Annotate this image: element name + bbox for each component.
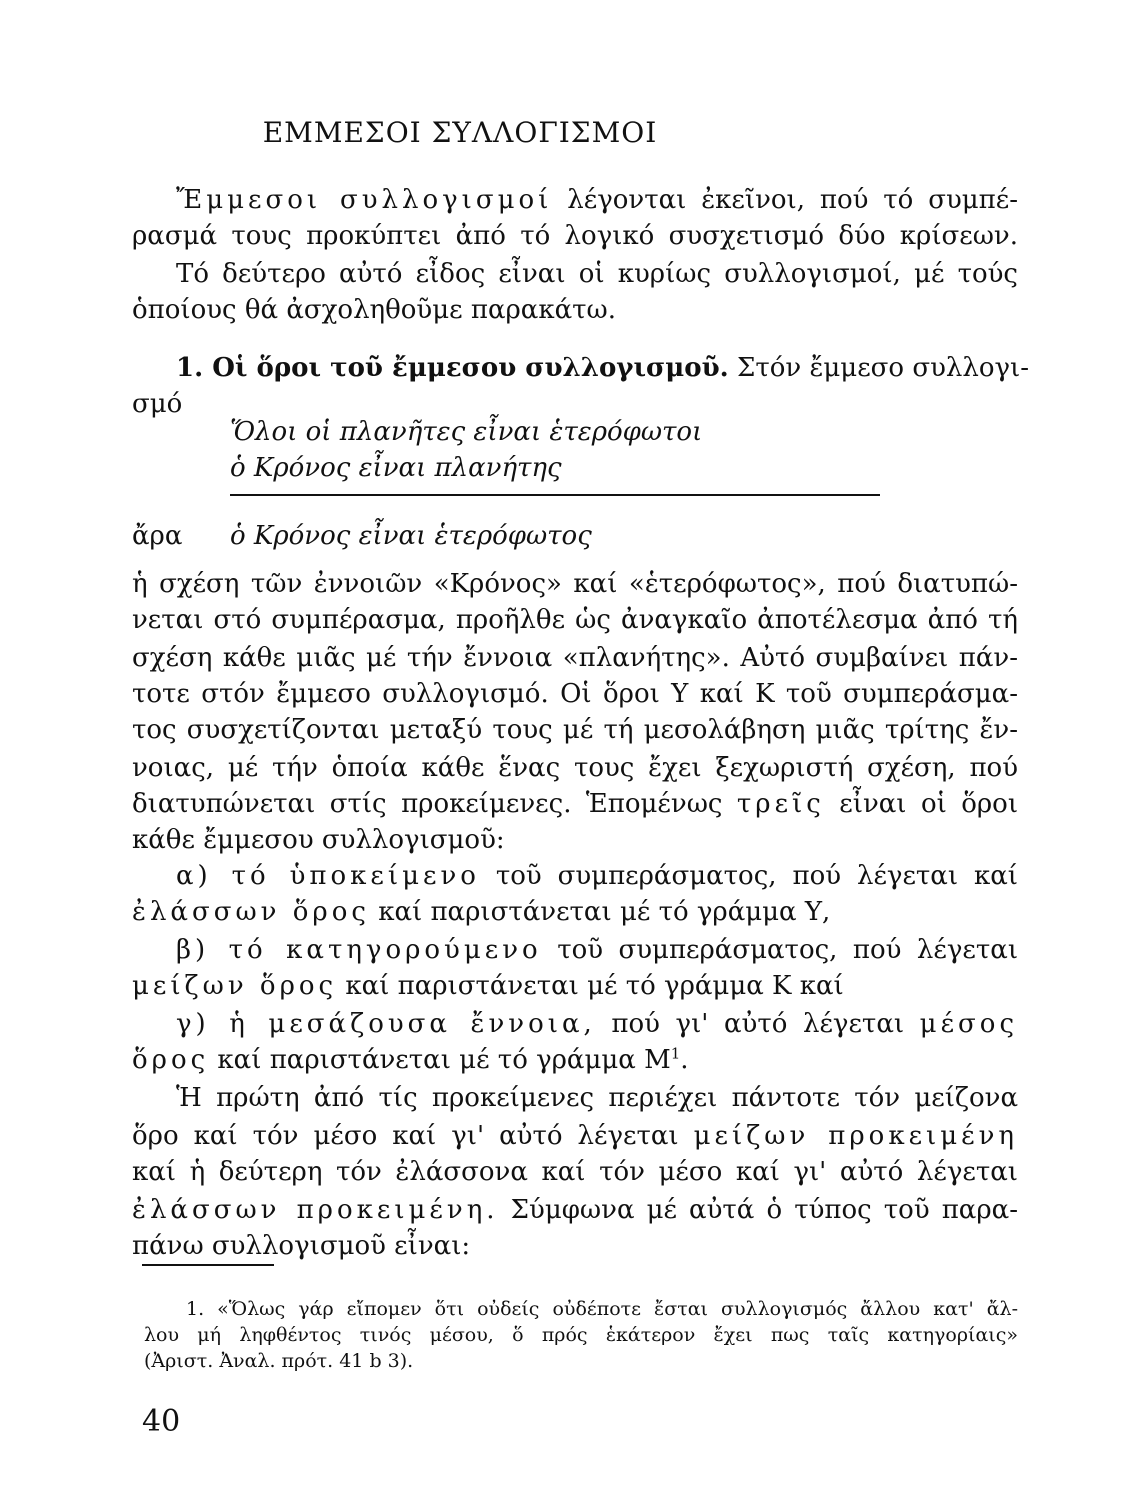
item-c-end: καί παριστάνεται μέ τό γράμμα Μ bbox=[217, 1045, 671, 1075]
para2-line-4: τοτε στόν ἔμμεσο συλλογισμό. Οἱ ὅροι Υ καί Κ τοῦ συμπεράσμα- bbox=[132, 679, 1018, 709]
para3-line-4-rest: Σύμφωνα μέ αὐτά ὁ τύπος τοῦ παρα- bbox=[510, 1195, 1018, 1225]
intro-line-1 bbox=[176, 182, 1018, 218]
para3-line-3: καί ἡ δεύτερη τόν ἐλάσσονα καί τόν μέσο καί γι' αὐτό λέγεται bbox=[132, 1157, 1018, 1187]
para3-term-major: μείζων προκειμένη bbox=[693, 1121, 1018, 1151]
item-c-period: . bbox=[680, 1045, 689, 1075]
footnote-divider bbox=[142, 1264, 274, 1266]
item-a-end: καί παριστάνεται μέ τό γράμμα Υ, bbox=[378, 897, 831, 927]
para3-line-1: Ἡ πρώτη ἀπό τίς προκείμενες περιέχει πάντοτε τόν μείζονα bbox=[176, 1083, 1018, 1113]
item-c-line-1 bbox=[176, 1006, 1018, 1042]
item-b-line-1 bbox=[176, 932, 1018, 968]
intro-term: Ἔμμεσοι συλλογισμοί bbox=[176, 185, 553, 215]
para2-line-8: κάθε ἔμμεσου συλλογισμοῦ: bbox=[132, 825, 505, 855]
item-a-line-2 bbox=[132, 894, 1018, 930]
section-1-title: 1. Οἱ ὅροι τοῦ ἔμμεσου συλλογισμοῦ. bbox=[176, 353, 729, 383]
syllogism-therefore: ἄρα bbox=[132, 521, 183, 551]
item-b-end: καί παριστάνεται μέ τό γράμμα Κ καί bbox=[345, 971, 844, 1001]
chapter-heading: ΕΜΜΕΣΟΙ ΣΥΛΛΟΓΙΣΜΟΙ bbox=[262, 116, 658, 149]
item-a-line-1 bbox=[176, 858, 1018, 894]
intro-line-1-rest: λέγονται ἐκεῖνοι, πού τό συμπέ- bbox=[567, 185, 1019, 215]
footnote-line-2: λου μή ληφθέντος τινός μέσου, ὅ πρός ἑκάτερον ἔχει πως ταῖς κατηγορίαις» bbox=[144, 1324, 1018, 1346]
para2-line-7-after: εἶναι οἱ ὅροι bbox=[839, 789, 1019, 819]
para2-line-5: τος συσχετίζονται μεταξύ τους μέ τή μεσολάβηση μιᾶς τρίτης ἔν- bbox=[132, 715, 1018, 745]
syllogism-premise-2: ὁ Κρόνος εἶναι πλανήτης bbox=[230, 453, 562, 483]
item-a-term: ἐλάσσων ὅρος bbox=[132, 897, 370, 927]
para2-line-1: ἡ σχέση τῶν ἐννοιῶν «Κρόνος» καί «ἑτερόφωτος», πού διατυπώ- bbox=[132, 569, 1018, 599]
para2-line-7-before: διατυπώνεται στίς προκείμενες. Ἑπομένως bbox=[132, 789, 723, 819]
para2-line-2: νεται στό συμπέρασμα, προῆλθε ὡς ἀναγκαῖο ἀποτέλεσμα ἀπό τή bbox=[132, 605, 1018, 635]
item-c-line-2 bbox=[132, 1042, 1018, 1078]
para3-line-2-start: ὅρο καί τόν μέσο καί γι' αὐτό λέγεται bbox=[132, 1121, 679, 1151]
para2-line-6: νοιας, μέ τήν ὁποία κάθε ἕνας τους ἔχει ξεχωριστή σχέση, πού bbox=[132, 753, 1018, 783]
syllogism-premise-1: Ὅλοι οἱ πλανῆτες εἶναι ἑτερόφωτοι bbox=[230, 417, 703, 447]
item-c-label: γ) ἡ μεσάζουσα ἔννοια, bbox=[176, 1009, 596, 1039]
section-1-continuation: σμό bbox=[132, 389, 183, 419]
para3-line-4 bbox=[132, 1192, 1018, 1228]
item-b-rest: τοῦ συμπεράσματος, πού λέγεται bbox=[557, 935, 1019, 965]
item-c-term-1: μέσος bbox=[919, 1009, 1019, 1039]
section-1-title-rest: Στόν ἔμμεσο συλλογι- bbox=[736, 353, 1030, 383]
item-c-mid: πού γι' αὐτό λέγεται bbox=[611, 1009, 905, 1039]
footnote-marker: 1 bbox=[670, 1044, 681, 1063]
para3-term-minor: ἐλάσσων προκειμένη. bbox=[132, 1195, 499, 1225]
item-b-label: β) τό κατηγορούμενο bbox=[176, 935, 542, 965]
syllogism-divider bbox=[230, 494, 880, 496]
item-a-rest: τοῦ συμπεράσματος, πού λέγεται καί bbox=[495, 861, 1018, 891]
item-a-label: α) τό ὑποκείμενο bbox=[176, 861, 480, 891]
syllogism-conclusion: ὁ Κρόνος εἶναι ἑτερόφωτος bbox=[230, 521, 592, 551]
footnote-line-1: 1. «Ὅλως γάρ εἴπομεν ὅτι οὐδείς οὐδέποτε ἔσται συλλογισμός ἄλλου κατ' ἄλ- bbox=[186, 1298, 1018, 1320]
para3-line-2 bbox=[132, 1118, 1018, 1154]
item-b-term: μείζων ὅρος bbox=[132, 971, 338, 1001]
para2-spaced-term: τρεῖς bbox=[736, 789, 825, 819]
intro-line-4: ὁποίους θά ἀσχοληθοῦμε παρακάτω. bbox=[132, 295, 617, 325]
intro-line-2: ρασμά τους προκύπτει ἀπό τό λογικό συσχετισμό δύο κρίσεων. bbox=[132, 221, 1018, 251]
section-1-heading-line bbox=[176, 350, 1030, 386]
para3-line-5: πάνω συλλογισμοῦ εἶναι: bbox=[132, 1231, 471, 1261]
footnote-line-3: (Ἀριστ. Ἀναλ. πρότ. 41 b 3). bbox=[144, 1350, 414, 1372]
para2-line-7 bbox=[132, 786, 1018, 822]
page-number: 40 bbox=[142, 1404, 181, 1439]
item-c-term-2: ὅρος bbox=[132, 1045, 210, 1075]
intro-line-3: Τό δεύτερο αὐτό εἶδος εἶναι οἱ κυρίως συλλογισμοί, μέ τούς bbox=[176, 259, 1018, 289]
item-b-line-2 bbox=[132, 968, 1018, 1004]
para2-line-3: σχέση κάθε μιᾶς μέ τήν ἔννοια «πλανήτης». Αὐτό συμβαίνει πάν- bbox=[132, 643, 1018, 673]
